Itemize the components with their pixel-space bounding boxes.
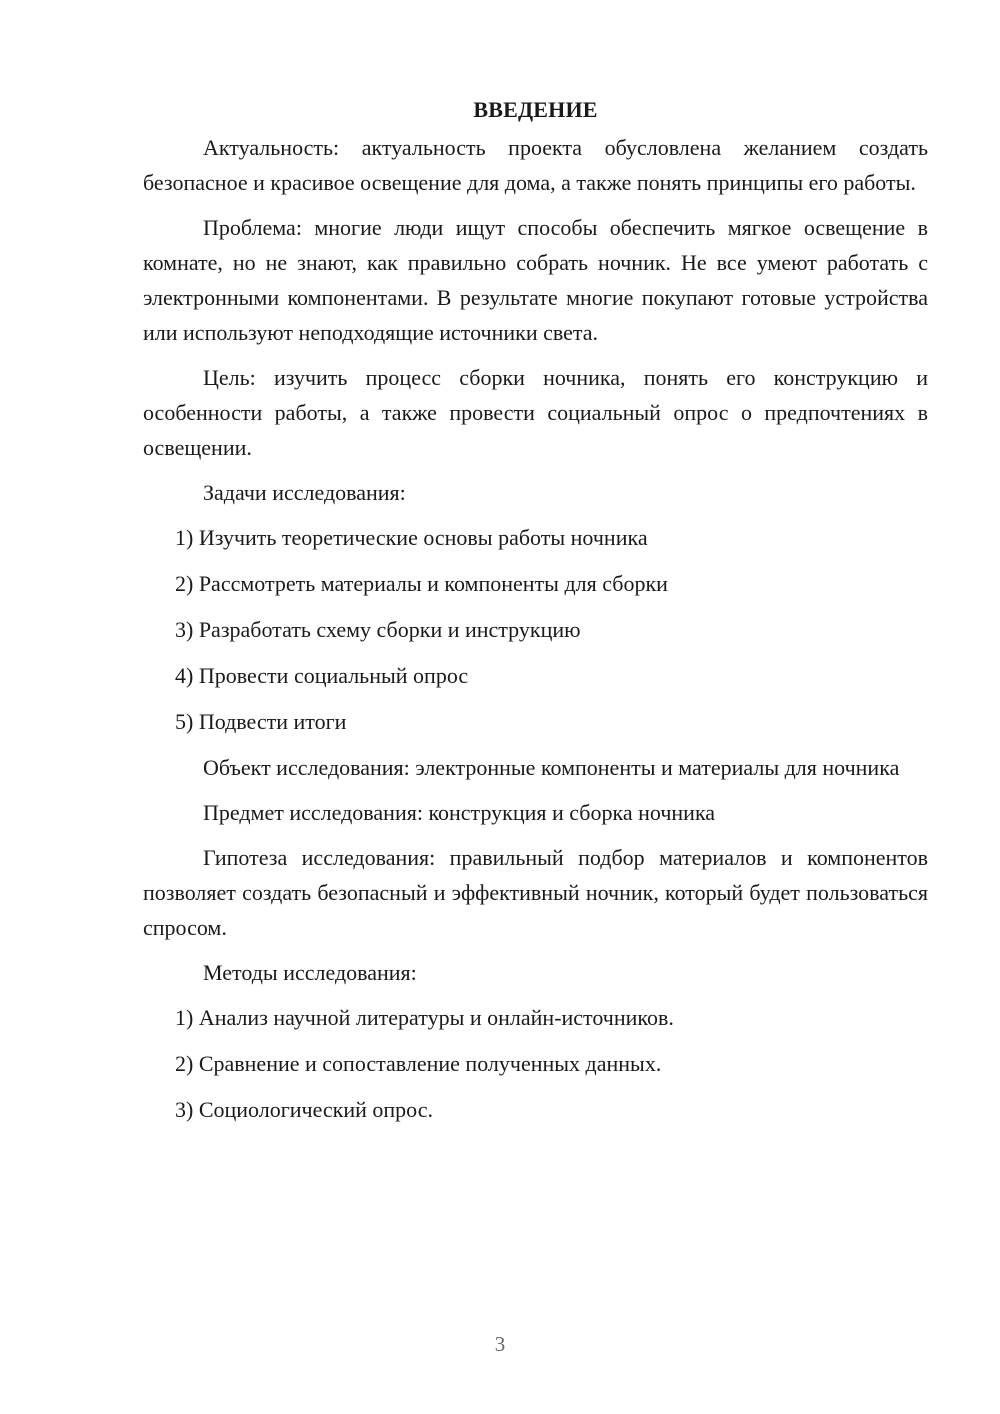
list-item: 1) Изучить теоретические основы работы ночника — [175, 525, 648, 550]
list-item: 2) Рассмотреть материалы и компоненты для сборки — [175, 571, 668, 596]
list-item: 3) Социологический опрос. — [175, 1097, 433, 1122]
tasks-list — [143, 520, 928, 739]
page-number: 3 — [494, 1332, 506, 1356]
problem-paragraph: Проблема: многие люди ищут способы обеспечить мягкое освещение в комнате, но не знают, как правильно собрать ночник. Не все умеют работать с электронными компонентами. В результате многие покупают готовые устройства или используют неподходящие источники света. — [143, 215, 928, 345]
list-item: 2) Сравнение и сопоставление полученных данных. — [175, 1051, 662, 1076]
methods-title: Методы исследования: — [203, 960, 417, 985]
tasks-title: Задачи исследования: — [203, 480, 406, 505]
list-item: 5) Подвести итоги — [175, 709, 347, 734]
methods-list — [143, 1000, 928, 1127]
list-item: 3) Разработать схему сборки и инструкцию — [175, 617, 581, 642]
object-paragraph: Объект исследования: электронные компоненты и материалы для ночника — [203, 755, 900, 780]
relevance-paragraph: Актуальность: актуальность проекта обусловлена желанием создать безопасное и красивое освещение для дома, а также понять принципы его работы. — [143, 135, 928, 195]
hypothesis-paragraph: Гипотеза исследования: правильный подбор материалов и компонентов позволяет создать безопасный и эффективный ночник, который будет пользоваться спросом. — [143, 845, 928, 940]
section-heading: ВВЕДЕНИЕ — [473, 97, 598, 122]
goal-paragraph: Цель: изучить процесс сборки ночника, понять его конструкцию и особенности работы, а также провести социальный опрос о предпочтениях в освещении. — [143, 365, 928, 460]
document-page — [143, 92, 928, 1138]
subject-paragraph: Предмет исследования: конструкция и сборка ночника — [203, 800, 716, 825]
list-item: 1) Анализ научной литературы и онлайн-источников. — [175, 1005, 674, 1030]
list-item: 4) Провести социальный опрос — [175, 663, 469, 688]
